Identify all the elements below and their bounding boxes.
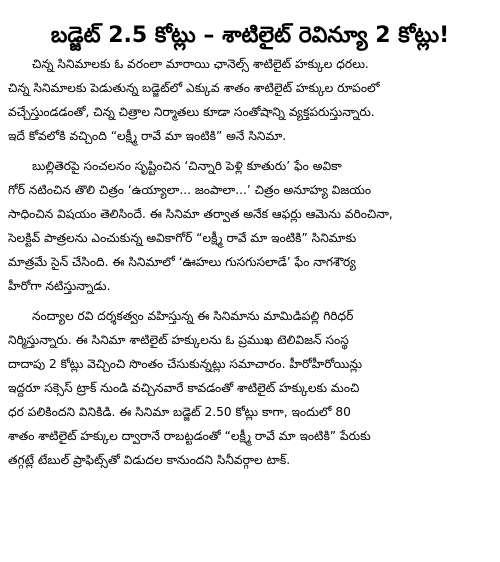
paragraph-line: దాదాపు 2 కోట్లు వెచ్చించి సొంతం చేసుకున్నట్లు సమాచారం. హీరోహీరోయిన్లు <box>8 357 363 371</box>
article-headline: బడ్జెట్ 2.5 కోట్లు – శాటిలైట్ రెవిన్యూ 2 కోట్లు! <box>50 22 450 48</box>
paragraph-line: బుల్లితెరపై సంచలనం సృష్టించిన ‘చిన్నారి పెళ్లి కూతురు’ ఫేం అవికా <box>32 159 342 173</box>
paragraph-line: ఇదే కోవలోకి వచ్చింది “లక్ష్మీ రావే మా ఇంటికి” అనే సినిమా. <box>8 129 287 143</box>
paragraph-line: నంద్యాల రవి దర్శకత్వం వహిస్తున్న ఈ సినిమాను మామిడిపల్లి గిరిధర్ <box>32 309 354 323</box>
paragraph-line: వచ్చేస్తుండడంతో, చిన్న చిత్రాల నిర్మాతలు కూడా సంతోషాన్ని వ్యక్తపరుస్తున్నారు. <box>8 105 375 119</box>
article-body <box>8 52 494 478</box>
paragraph-line: శాతం శాటిలైట్ హక్కుల ద్వారానే రాబట్టడంతో “లక్ష్మీ రావే మా ఇంటికి” పేరుకు <box>8 429 371 443</box>
paragraph-line: సాధించిన విషయం తెలిసిందే. ఈ సినిమా తర్వాత అనేక ఆఫర్లు ఆమెను వరించినా, <box>8 207 393 221</box>
paragraph-line: చిన్న సినిమాలకు పెడుతున్న బడ్జెట్‌లో ఎక్కువ శాతం శాటిలైట్ హక్కుల రూపంలో <box>8 81 380 95</box>
paragraph-line: తగ్గట్లే టేబుల్ ప్రాఫిట్స్‌తో విడుదల కానుందని సినీవర్గాల టాక్. <box>8 453 291 467</box>
paragraph-line: ధర పలికిందని వినికిడి. ఈ సినిమా బడ్జెట్ 2.50 కోట్లు కాగా, ఇందులో 80 <box>8 405 351 419</box>
paragraph-line: గోర్ నటించిన తొలి చిత్రం ‘ఉయ్యాలా... జంపాలా...’ చిత్రం అనూహ్య విజయం <box>8 183 372 197</box>
article-paragraph <box>8 52 494 148</box>
article-paragraph <box>8 304 494 472</box>
paragraph-line: సెలక్టివ్ పాత్రలను ఎంచుకున్న అవికాగోర్ “లక్ష్మీ రావే మా ఇంటికి” సినిమాకు <box>8 231 357 245</box>
paragraph-line: హీరోగా నటిస్తున్నాడు. <box>8 279 111 293</box>
paragraph-line: మాత్రమే సైన్ చేసింది. ఈ సినిమాలో ‘ఊహలు గుసగుసలాడే’ ఫేం నాగశౌర్య <box>8 255 356 269</box>
paragraph-line: చిన్న సినిమాలకు ఓ వరంలా మారాయి ఛానెల్స్ శాటిలైట్ హక్కుల ధరలు. <box>32 57 369 71</box>
paragraph-line: ఇద్దరూ సక్సెస్ ట్రాక్ నుండి వచ్చినవారే కావడంతో శాటిలైట్ హక్కులకు మంచి <box>8 381 360 395</box>
article-paragraph <box>8 154 494 298</box>
paragraph-line: నిర్మిస్తున్నారు. ఈ సినిమా శాటిలైట్ హక్కులను ఓ ప్రముఖ టెలివిజన్ సంస్థ <box>8 333 349 347</box>
